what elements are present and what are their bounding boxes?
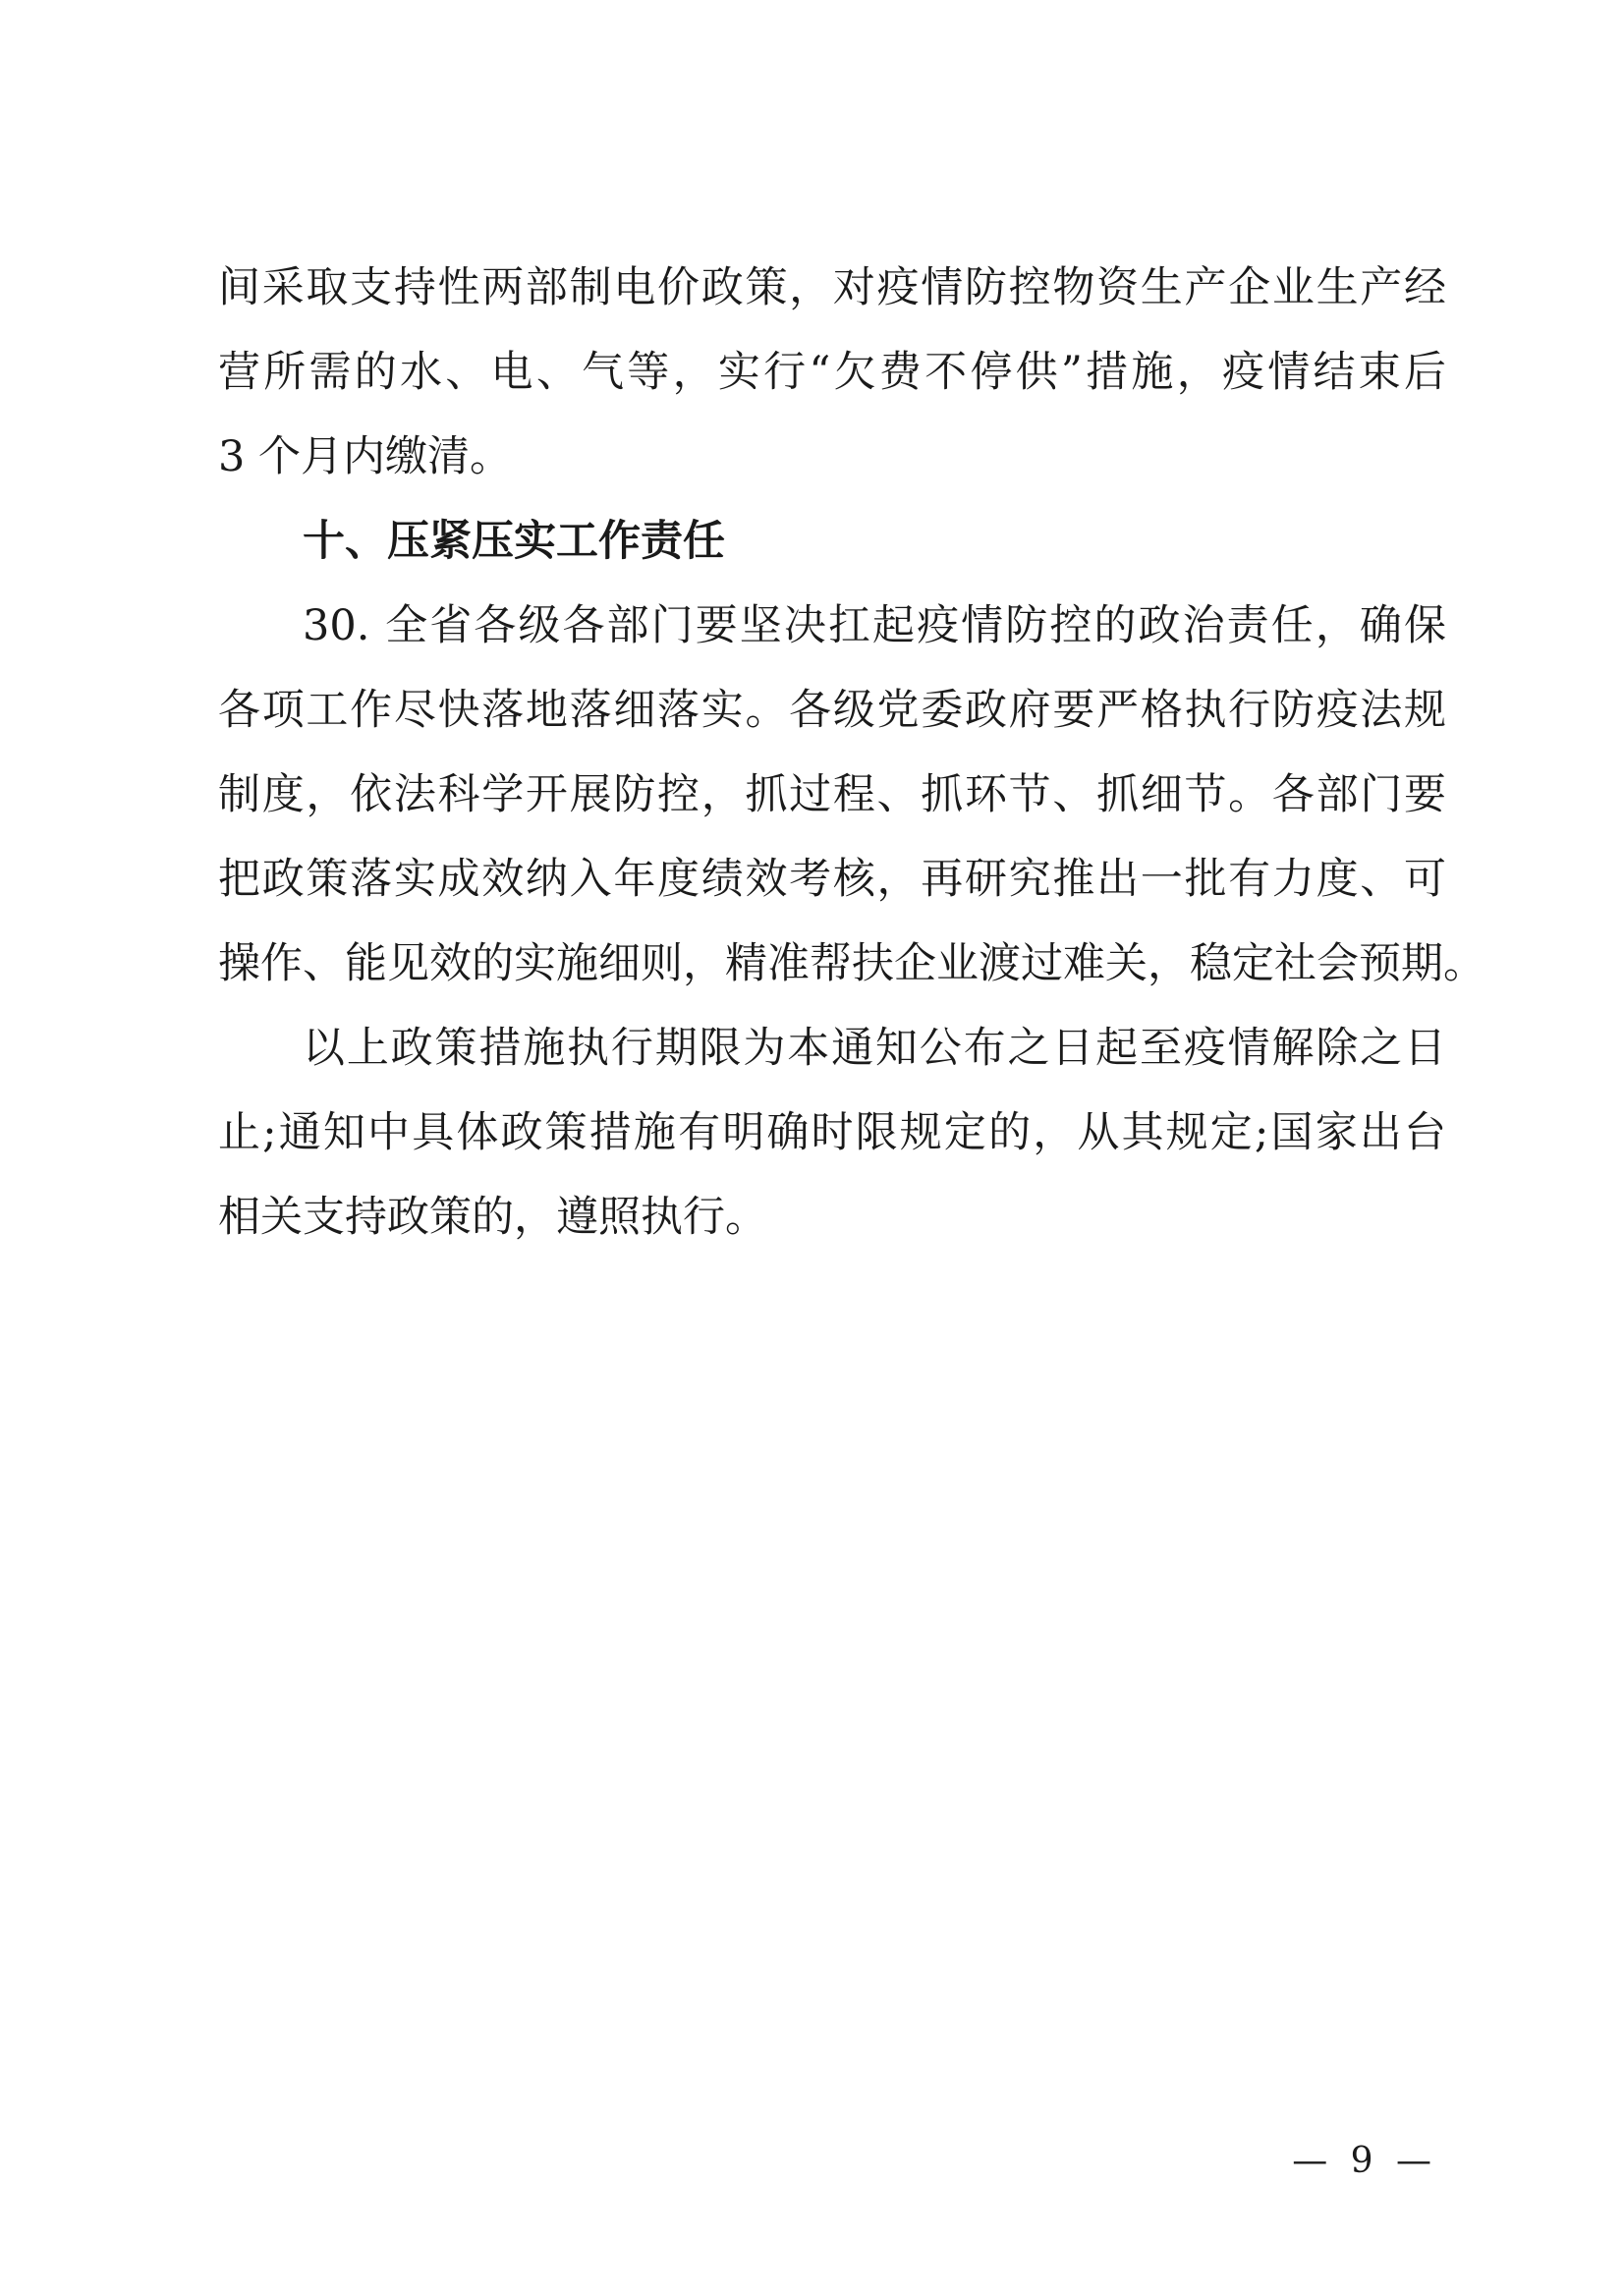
- text-line: 制度，依法科学开展防控，抓过程、抓环节、抓细节。各部门要: [218, 770, 1446, 819]
- page-number: — 9 —: [1292, 2141, 1437, 2181]
- body-text: [218, 246, 1485, 1260]
- text-line: 以上政策措施执行期限为本通知公布之日起至疫情解除之日: [303, 1024, 1446, 1073]
- section-heading: 十、压紧压实工作责任: [303, 517, 725, 566]
- text-line: 各项工作尽快落地落细落实。各级党委政府要严格执行防疫法规: [218, 686, 1446, 735]
- text-line: 营所需的水、电、气等，实行“欠费不停供”措施，疫情结束后: [218, 348, 1446, 397]
- text-line: 相关支持政策的，遵照执行。: [218, 1193, 767, 1242]
- text-line: 把政策落实成效纳入年度绩效考核，再研究推出一批有力度、可: [218, 855, 1446, 904]
- text-line: 3 个月内缴清。: [218, 432, 513, 481]
- text-line: 30. 全省各级各部门要坚决扛起疫情防控的政治责任，确保: [303, 601, 1446, 650]
- closing-paragraph: [218, 1006, 1446, 1260]
- clause-30: [218, 584, 1485, 1006]
- text-line: 间采取支持性两部制电价政策，对疫情防控物资生产企业生产经: [218, 263, 1446, 312]
- text-line: 止;通知中具体政策措施有明确时限规定的，从其规定;国家出台: [218, 1108, 1446, 1157]
- paragraph-continuation: [218, 246, 1446, 499]
- text-line: 操作、能见效的实施细则，精准帮扶企业渡过难关，稳定社会预期。: [218, 939, 1485, 988]
